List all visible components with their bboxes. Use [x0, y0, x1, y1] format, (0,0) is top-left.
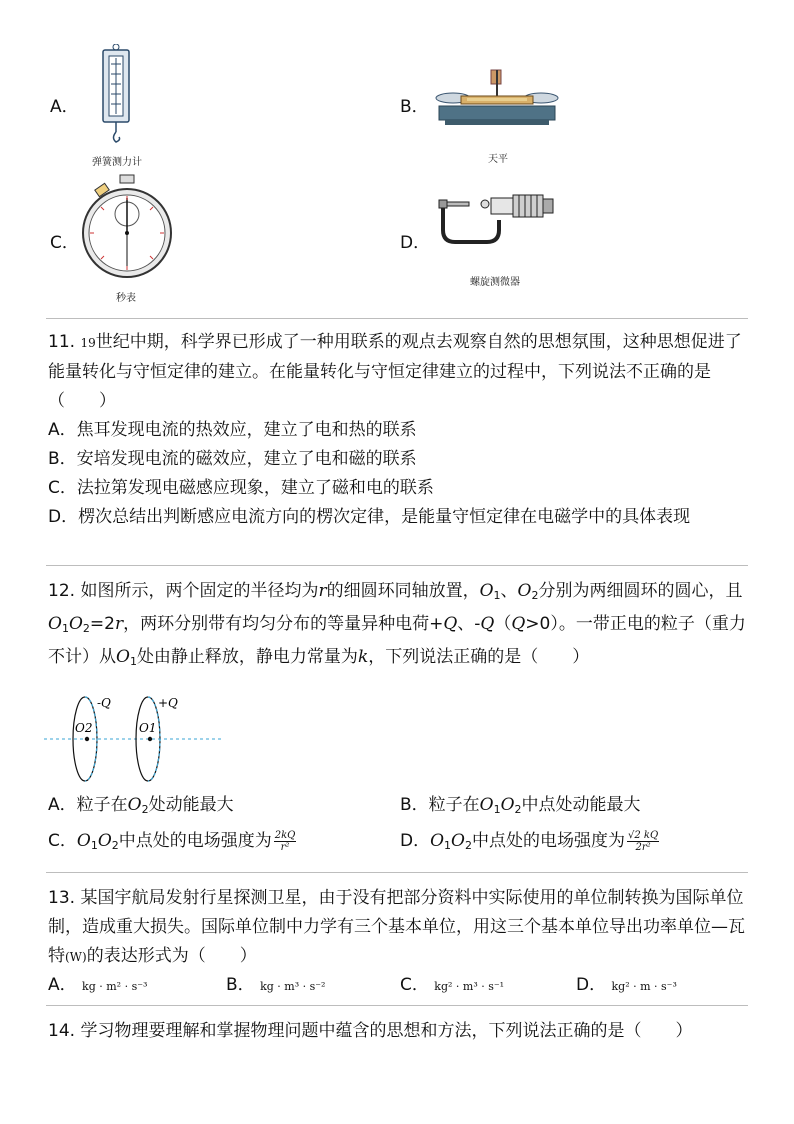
option-a[interactable]	[48, 790, 234, 816]
subscript: 2	[464, 839, 472, 852]
stem-text: 、-	[457, 614, 481, 634]
subscript: 1	[129, 655, 137, 668]
micrometer-image	[435, 190, 557, 248]
option-c[interactable]	[400, 970, 504, 995]
question-11-stem	[48, 328, 748, 416]
fraction-denominator: 2r²	[635, 841, 651, 853]
option-b[interactable]	[226, 970, 325, 995]
subscript: 1	[61, 622, 69, 635]
symbol-q: Q	[480, 614, 495, 634]
q10-option-d-letter: D．	[400, 233, 431, 253]
question-13-stem	[48, 884, 748, 972]
symbol-o: O	[430, 831, 445, 851]
symbol-o: O	[68, 614, 83, 634]
question-number: 12.	[48, 581, 76, 601]
option-d[interactable]	[400, 826, 661, 853]
option-c-unit: kg² · m³ · s⁻¹	[434, 980, 505, 993]
fraction-numerator: 2kQ	[274, 829, 296, 841]
q10-option-a-caption: 弹簧测力计	[92, 157, 142, 168]
stem-text: =2	[89, 614, 115, 634]
subscript: 2	[531, 589, 539, 602]
option-b[interactable]	[400, 790, 641, 816]
stem-text: 、	[500, 581, 518, 601]
subscript: 1	[493, 589, 501, 602]
symbol-q: Q	[443, 614, 458, 634]
option-d-text: 中点处的电场强度为	[471, 831, 625, 851]
subscript: 1	[444, 839, 452, 852]
option-b[interactable]: B．安培发现电流的磁效应，建立了电和磁的联系	[48, 449, 417, 469]
separator	[46, 872, 748, 873]
subscript: 2	[514, 803, 522, 816]
question-14-stem	[48, 1017, 748, 1046]
stem-text: 某国宇航局发射行星探测卫星，由于没有把部分资料中实际使用的单位制转换为国际单位制，造成重大损失。国际单位制中力学有三个基本单位，用这三个基本单位导出功率单位—瓦特	[48, 888, 745, 966]
question-11	[48, 328, 748, 532]
option-a[interactable]: A．焦耳发现电流的热效应，建立了电和热的联系	[48, 420, 417, 440]
symbol-o: O	[479, 581, 494, 601]
symbol-k: k	[357, 647, 369, 667]
fraction-denominator: r²	[280, 841, 290, 853]
charge-label-minus: -Q	[97, 696, 111, 710]
option-d-letter: D．	[576, 975, 607, 995]
charge-label-plus: +Q	[158, 696, 178, 710]
stem-text: ，两环分别带有均匀分布的等量异种电荷+	[123, 614, 444, 634]
stem-text: >0）。一带正电的粒子（重力不计）从	[48, 614, 746, 667]
symbol-o: O	[479, 795, 494, 815]
rings-figure	[44, 694, 224, 786]
separator	[46, 565, 748, 566]
option-c-letter: C．	[400, 975, 429, 995]
option-c-text: 中点处的电场强度为	[118, 831, 272, 851]
q10-option-a-letter: A．	[50, 97, 79, 117]
symbol-o: O	[116, 647, 130, 667]
option-c-letter: C．	[48, 831, 77, 851]
option-a-text: 处动能最大	[148, 795, 234, 815]
fraction	[627, 830, 659, 853]
q10-option-c-letter: C．	[50, 233, 79, 253]
symbol-o: O	[451, 831, 465, 851]
question-number: 11.	[48, 332, 76, 352]
stem-text: 分别为两细圆环的圆心，且	[538, 581, 743, 601]
symbol-o: O	[127, 795, 142, 815]
stem-text: 的细圆环同轴放置，	[326, 581, 480, 601]
question-12-stem	[48, 577, 748, 676]
q10-option-d-caption: 螺旋测微器	[470, 277, 520, 288]
option-d[interactable]	[576, 970, 677, 995]
balance-scale-image	[433, 64, 561, 134]
century-number: 19	[80, 336, 96, 350]
symbol-o: O	[517, 581, 532, 601]
stem-text: 的表达形式为（ ）	[86, 946, 257, 966]
option-d[interactable]: D．楞次总结出判断感应电流方向的楞次定律，是能量守恒定律在电磁学中的具体表现	[48, 507, 691, 527]
option-d-letter: D．	[400, 831, 431, 851]
symbol-r: r	[114, 614, 124, 634]
question-number: 14.	[48, 1021, 76, 1041]
option-a[interactable]	[48, 970, 147, 995]
stem-text: （	[494, 614, 512, 634]
option-c[interactable]	[48, 826, 298, 853]
symbol-o: O	[48, 614, 62, 634]
question-11-stem-text: 世纪中期，科学界已形成了一种用联系的观点去观察自然的思想氛围，这种思想促进了能量转化与守恒定律的建立。在能量转化与守恒定律建立的过程中，下列说法不正确的是（ ）	[48, 332, 742, 411]
option-a-unit: kg · m² · s⁻³	[82, 980, 148, 993]
fraction	[274, 830, 297, 853]
subscript: 2	[111, 839, 119, 852]
symbol-q: Q	[511, 614, 526, 634]
option-c[interactable]: C．法拉第发现电磁感应现象，建立了磁和电的联系	[48, 478, 434, 498]
separator	[46, 1005, 748, 1006]
option-b-letter: B．	[226, 975, 255, 995]
stem-text: 处由静止释放，静电力常量为	[136, 647, 358, 667]
option-a-text: A．粒子在	[48, 795, 128, 815]
q10-option-b-letter: B．	[400, 97, 429, 117]
symbol-o: O	[97, 831, 112, 851]
stem-text: 如图所示，两个固定的半径均为	[80, 581, 319, 601]
subscript: 2	[82, 622, 90, 635]
stem-text: 学习物理要理解和掌握物理问题中蕴含的思想和方法，下列说法正确的是（ ）	[80, 1021, 693, 1041]
option-d-unit: kg² · m · s⁻³	[611, 980, 677, 993]
spring-scale-image	[96, 44, 136, 146]
subscript: 2	[141, 803, 149, 816]
option-b-text: B．粒子在	[400, 795, 480, 815]
separator	[46, 318, 748, 319]
option-b-text: 中点处动能最大	[521, 795, 641, 815]
stem-text: ，下列说法正确的是（ ）	[368, 647, 590, 667]
option-a-letter: A．	[48, 975, 77, 995]
subscript: 1	[493, 803, 501, 816]
question-number: 13.	[48, 888, 76, 908]
q10-option-b-caption: 天平	[488, 154, 508, 165]
symbol-o: O	[76, 831, 91, 851]
label-o2: O2	[75, 721, 93, 735]
subscript: 1	[90, 839, 98, 852]
label-o1: O1	[139, 721, 157, 735]
stopwatch-image	[80, 174, 174, 282]
symbol-r: r	[318, 581, 327, 601]
unit-w: (W)	[65, 950, 87, 964]
symbol-o: O	[500, 795, 515, 815]
q10-option-c-caption: 秒表	[116, 293, 136, 304]
fraction-numerator: √2 kQ	[627, 829, 659, 841]
option-b-unit: kg · m³ · s⁻²	[260, 980, 326, 993]
